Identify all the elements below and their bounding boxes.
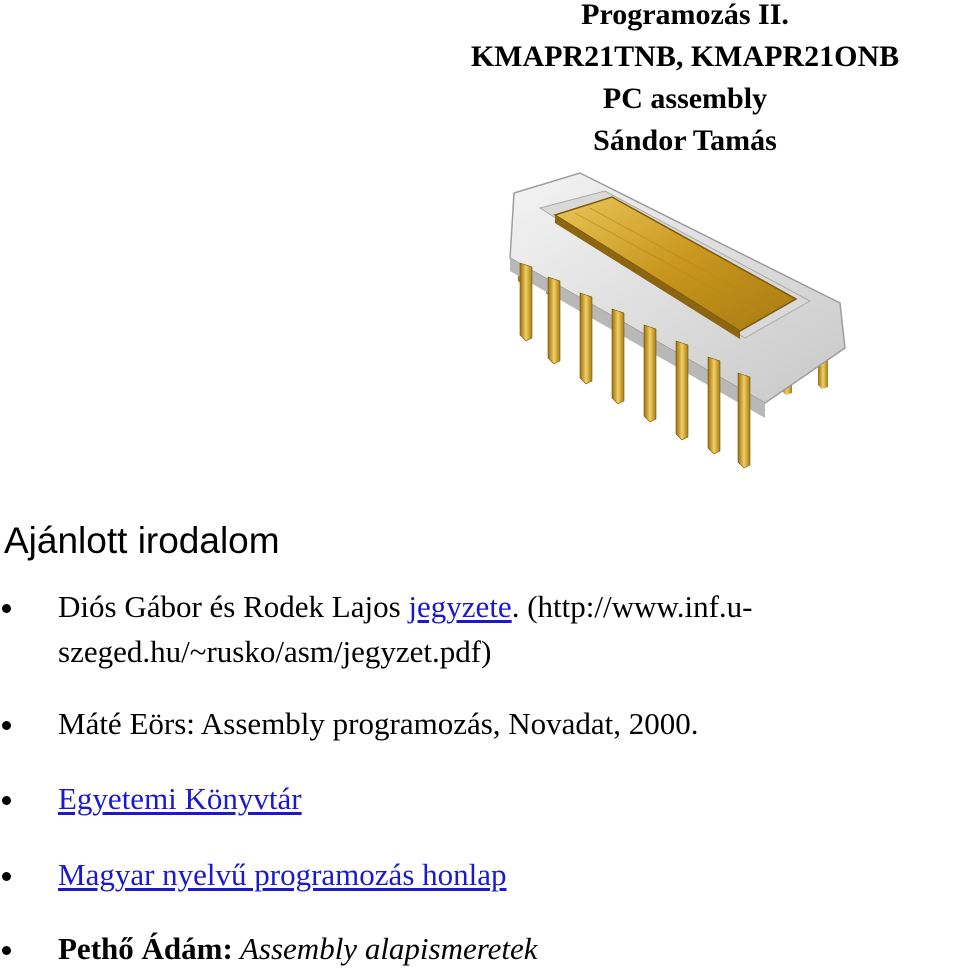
bullet-icon xyxy=(2,872,11,881)
bullet-icon xyxy=(2,946,11,955)
reference-title: Assembly alapismeretek xyxy=(232,931,538,966)
reference-text: Diós Gábor és Rodek Lajos xyxy=(58,589,409,624)
bullet-icon xyxy=(2,721,11,730)
subject-title: PC assembly xyxy=(602,82,768,115)
bullet-icon xyxy=(2,796,11,805)
author-name: Sándor Tamás xyxy=(593,124,777,157)
jegyzete-link[interactable]: jegyzete xyxy=(408,589,512,624)
reference-author: Pethő Ádám: xyxy=(58,931,233,966)
reference-url-part2: szeged.hu/~rusko/asm/jegyzet.pdf) xyxy=(58,634,492,669)
title-block xyxy=(380,0,960,162)
course-codes: KMAPR21TNB, KMAPR21ONB xyxy=(470,40,900,73)
reference-url-part1: . (http://www.inf.u- xyxy=(511,589,753,624)
section-heading: Ajánlott irodalom xyxy=(4,520,280,561)
programozas-honlap-link[interactable]: Magyar nyelvű programozás honlap xyxy=(58,857,507,892)
bullet-icon xyxy=(2,604,11,613)
chip-image xyxy=(500,163,868,473)
egyetemi-konyvtar-link[interactable]: Egyetemi Könyvtár xyxy=(58,781,302,816)
course-title: Programozás II. xyxy=(581,0,789,31)
reference-text: Máté Eörs: Assembly programozás, Novadat, 2000. xyxy=(58,706,699,741)
